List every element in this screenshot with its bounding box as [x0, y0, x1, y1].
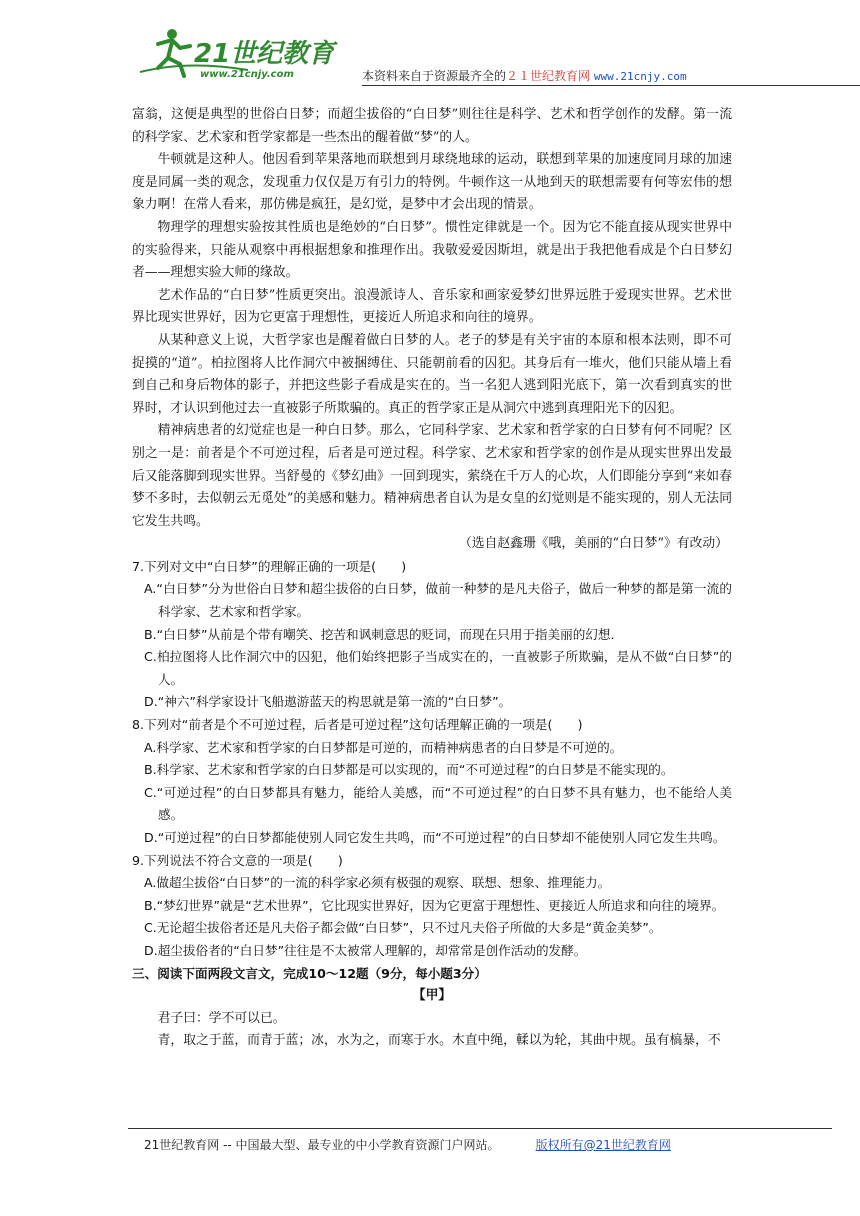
svg-text:www.21cnjy.com: www.21cnjy.com	[200, 69, 294, 80]
question-option: C.“可逆过程”的白日梦都具有魅力，能给人美感，而“不可逆过程”的白日梦不具有魅力，也不能给人美感。	[144, 784, 732, 823]
question-option: D.“神六”科学家设计飞船遨游蓝天的构思就是第一流的“白日梦”。	[144, 694, 512, 710]
question-option: D.“可逆过程”的白日梦都能使别人同它发生共鸣，而“不可逆过程”的白日梦却不能使别人同它发生共鸣。	[144, 830, 726, 845]
question-stem: 7.下列对文中“白日梦”的理解正确的一项是( )	[132, 558, 407, 574]
footer-divider	[128, 1128, 832, 1129]
question-option: A.“白日梦”分为世俗白日梦和超尘拔俗的白日梦，做前一种梦的是凡夫俗子，做后一种梦的都是第一流的科学家、艺术家和哲学家。	[144, 581, 732, 620]
document-body	[132, 104, 732, 1053]
classical-text-line: 青，取之于蓝，而青于蓝；冰，水为之，而寒于水。木直中绳，輮以为轮，其曲中规。虽有槁暴，不	[157, 1033, 721, 1049]
passage-paragraph: 从某种意义上说，大哲学家也是醒着做白日梦的人。老子的梦是有关宇宙的本原和根本法则，即不可捉摸的“道”。柏拉图将人比作洞穴中被捆缚住、只能朝前看的囚犯。其身后有一堆火，他们只能从墙上看到自己和身后物体的影子，并把这些影子看成是实在的。当一名犯人逃到阳光底下，第一次看到真实的世界时，才认识到他过去一直被影子所欺骗的。真正的哲学家正是从洞穴中逃到真理阳光下的囚犯。	[132, 332, 732, 416]
header-notice-prefix: 本资料来自于资源最齐全的	[362, 69, 507, 83]
question-stem: 9.下列说法不符合文意的一项是( )	[132, 852, 343, 868]
passage-paragraph: 艺术作品的“白日梦”性质更突出。浪漫派诗人、音乐家和画家爱梦幻世界远胜于爱现实世界。艺术世界比现实世界好，因为它更富于理想性，更接近人所追求和向往的境界。	[132, 287, 732, 326]
passage-paragraph: 牛顿就是这种人。他因看到苹果落地而联想到月球绕地球的运动，联想到苹果的加速度同月球的加速度是同属一类的观念，发现重力仅仅是万有引力的特例。牛顿作这一从地到天的联想需要有何等宏伟的想象力啊！在常人看来，那仿佛是疯狂，是幻觉，是梦中才会出现的情景。	[132, 152, 732, 213]
question-stem: 8.下列对“前者是个不可逆过程，后者是可逆过程”这句话理解正确的一项是( )	[132, 717, 583, 733]
question-option: B.“白日梦”从前是个带有嘲笑、挖苦和讽刺意思的贬词，而现在只用于指美丽的幻想.	[144, 626, 615, 642]
question-option: A.做超尘拔俗“白日梦”的一流的科学家必须有极强的观察、联想、想象、推理能力。	[144, 875, 611, 891]
source-note: （选自赵鑫珊《哦，美丽的“白日梦”》有改动）	[458, 536, 728, 552]
classical-text-line: 君子曰：学不可以已。	[157, 1010, 286, 1026]
question-option: B.“梦幻世界”就是“艺术世界”，它比现实世界好，因为它更富于理想性、更接近人所追求和向往的境界。	[144, 897, 725, 913]
footer-text: 21世纪教育网 -- 中国最大型、最专业的中小学教育资源门户网站。	[144, 1138, 500, 1152]
passage-paragraph: 富翁，这便是典型的世俗白日梦；而超尘拔俗的“白日梦”则往往是科学、艺术和哲学创作的发酵。第一流的科学家、艺术家和哲学家都是一些杰出的醒着做“梦”的人。	[132, 107, 732, 145]
question-option: A.科学家、艺术家和哲学家的白日梦都是可逆的，而精神病患者的白日梦是不可逆的。	[144, 739, 623, 755]
page-header	[128, 22, 733, 84]
site-logo-icon	[128, 22, 338, 82]
header-site-url[interactable]: www.21cnjy.com	[593, 70, 687, 83]
page-footer	[144, 1136, 671, 1153]
question-option: D.超尘拔俗者的“白日梦”往往是不太被常人理解的，却常常是创作活动的发酵。	[144, 942, 587, 958]
passage-paragraph: 物理学的理想实验按其性质也是绝妙的“白日梦”。惯性定律就是一个。因为它不能直接从现实世界中的实验得来，只能从观察中再根据想象和推理作出。我敬爱爱因斯坦，就是出于我把他看成是个白日梦幻者——理想实验大师的缘故。	[132, 219, 732, 281]
question-option: B.科学家、艺术家和哲学家的白日梦都是可以实现的，而“不可逆过程”的白日梦是不能实现的。	[144, 762, 674, 778]
question-option: C.柏拉图将人比作洞穴中的囚犯，他们始终把影子当成实在的，一直被影子所欺骗，是从不做“白日梦”的人。	[144, 649, 732, 687]
section-heading: 三、阅读下面两段文言文，完成10～12题（9分，每小题3分）	[132, 965, 487, 981]
header-notice	[362, 67, 687, 84]
section-part-label: 【甲】	[412, 988, 452, 1004]
svg-text:21世纪教育: 21世纪教育	[194, 39, 335, 69]
header-site-name[interactable]: ２１世纪教育网	[506, 69, 591, 83]
footer-copyright-link[interactable]: 版权所有@21世纪教育网	[535, 1138, 671, 1152]
passage-paragraph: 精神病患者的幻觉症也是一种白日梦。那么，它同科学家、艺术家和哲学家的白日梦有何不同呢？区别之一是：前者是个不可逆过程，后者是可逆过程。科学家、艺术家和哲学家的创作是从现实世界出发最后又能落脚到现实世界。当舒曼的《梦幻曲》一回到现实，萦绕在千万人的心坎，人们即能分享到“来如春梦不多时，去似朝云无觅处”的美感和魅力。精神病患者自认为是女皇的幻觉则是不能实现的，别人无法同它发生共鸣。	[132, 423, 732, 529]
question-option: C.无论超尘拔俗者还是凡夫俗子都会做“白日梦”，只不过凡夫俗子所做的大多是“黄金美梦”。	[144, 920, 662, 936]
header-divider	[362, 85, 860, 86]
